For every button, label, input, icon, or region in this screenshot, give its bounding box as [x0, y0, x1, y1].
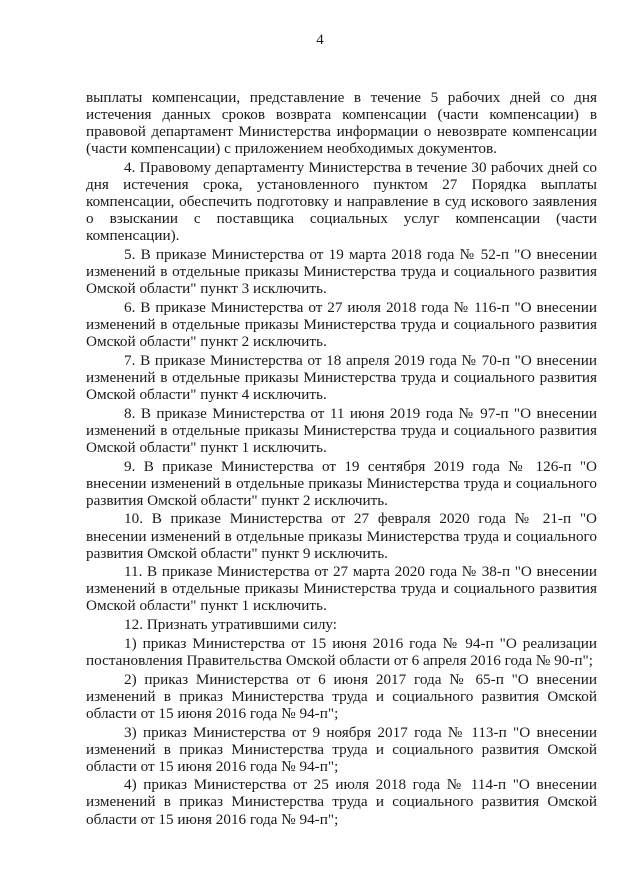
paragraph-item-9: 9. В приказе Министерства от 19 сентября 2019 года № 126-п "О внесении изменений в отдельные приказы Министерства труда и социального развития Омской области" пункт 2 исключить.: [86, 457, 597, 509]
paragraph-item-11: 11. В приказе Министерства от 27 марта 2020 года № 38-п "О внесении изменений в отдельные приказы Министерства труда и социального развития Омской области" пункт 1 исключить.: [86, 563, 597, 615]
subitem-12-4: 4) приказ Министерства от 25 июля 2018 года № 114-п "О внесении изменений в приказ Министерства труда и социального развития Омской области от 15 июня 2016 года № 94-п";: [86, 776, 597, 828]
page-number: 4: [316, 32, 324, 48]
paragraph-item-6: 6. В приказе Министерства от 27 июля 2018 года № 116-п "О внесении изменений в отдельные приказы Министерства труда и социального развития Омской области" пункт 2 исключить.: [86, 298, 597, 351]
subitem-12-1: 1) приказ Министерства от 15 июня 2016 года № 94-п "О реализации постановления Правительства Омской области от 6 апреля 2016 года № 90-п";: [86, 634, 597, 669]
paragraph-continuation: выплаты компенсации, представление в течение 5 рабочих дней со дня истечения данных сроков возврата компенсации (части компенсации) в правовой департамент Министерства информации о невозврате компенсации (части компенсации) с приложением необходимых документов.: [86, 89, 597, 158]
paragraph-item-10: 10. В приказе Министерства от 27 февраля 2020 года № 21-п "О внесении изменений в отдельные приказы Министерства труда и социального развития Омской области" пункт 9 исключить.: [86, 510, 597, 562]
paragraph-item-4: 4. Правовому департаменту Министерства в течение 30 рабочих дней со дня истечения срока, установленного пунктом 27 Порядка выплаты компенсации, обеспечить подготовку и направление в суд искового заявления о взыскании с поставщика социальных услуг компенсации (части компенсации).: [86, 158, 597, 245]
document-body: [86, 89, 597, 829]
paragraph-item-5: 5. В приказе Министерства от 19 марта 2018 года № 52-п "О внесении изменений в отдельные приказы Министерства труда и социального развития Омской области" пункт 3 исключить.: [86, 246, 597, 298]
paragraph-item-8: 8. В приказе Министерства от 11 июня 2019 года № 97-п "О внесении изменений в отдельные приказы Министерства труда и социального развития Омской области" пункт 1 исключить.: [86, 404, 597, 456]
paragraph-item-7: 7. В приказе Министерства от 18 апреля 2019 года № 70-п "О внесении изменений в отдельные приказы Министерства труда и социального развития Омской области" пункт 4 исключить.: [86, 351, 597, 403]
subitem-12-2: 2) приказ Министерства от 6 июня 2017 года № 65-п "О внесении изменений в приказ Министерства труда и социального развития Омской области от 15 июня 2016 года № 94-п";: [86, 670, 597, 722]
paragraph-item-12: 12. Признать утратившими силу:: [124, 616, 338, 634]
subitem-12-3: 3) приказ Министерства от 9 ноября 2017 года № 113-п "О внесении изменений в приказ Министерства труда и социального развития Омской области от 15 июня 2016 года № 94-п";: [86, 723, 597, 775]
